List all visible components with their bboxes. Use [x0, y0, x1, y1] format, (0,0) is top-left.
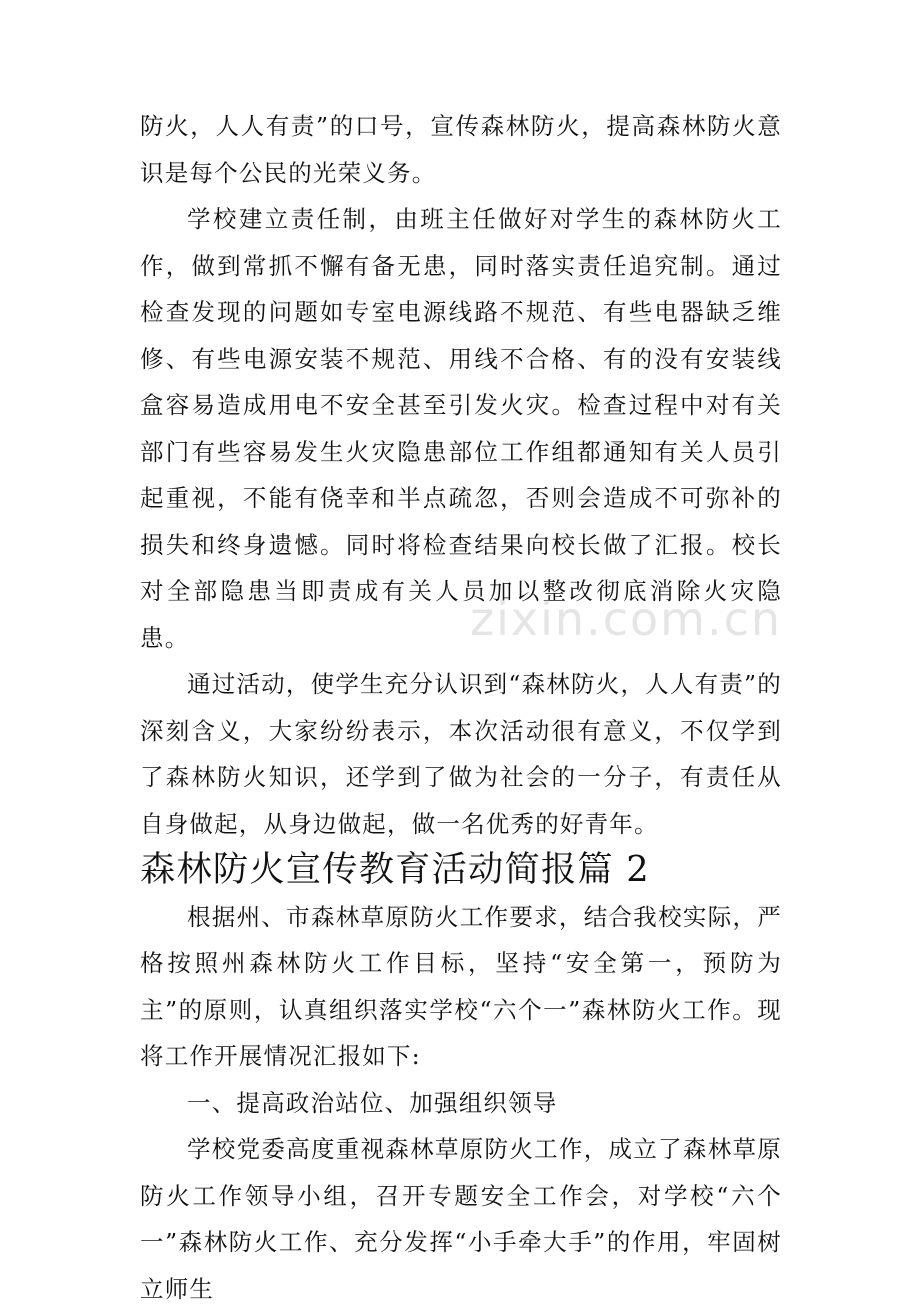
section-heading: 森林防火宣传教育活动简报篇 2: [140, 849, 650, 890]
paragraph-4: 根据州、市森林草原防火工作要求，结合我校实际，严格按照州森林防火工作目标，坚持“安全第一，预防为主”的原则，认真组织落实学校“六个一”森林防火工作。现将工作开展情况汇报如下:: [140, 902, 782, 1070]
paragraph-3: 通过活动，使学生充分认识到“森林防火，人人有责”的深刻含义，大家纷纷表示，本次活动很有意义，不仅学到了森林防火知识，还学到了做为社会的一分子，有责任从自身做起，从身边做起，做一名优秀的好青年。: [140, 670, 782, 838]
section-subheading: 一、提高政治站位、加强组织领导: [187, 1088, 558, 1117]
watermark: zixin.com.cn: [470, 592, 783, 646]
paragraph-2: 学校建立责任制，由班主任做好对学生的森林防火工作，做到常抓不懈有备无患，同时落实责任追究制。通过检查发现的问题如专室电源线路不规范、有些电器缺乏维修、有些电源安装不规范、用线不合格、有的没有安装线盒容易造成用电不安全甚至引发火灾。检查过程中对有关部门有些容易发生火灾隐患部位工作组都通知有关人员引起重视，不能有侥幸和半点疏忽，否则会造成不可弥补的损失和终身遗憾。同时将检查结果向校长做了汇报。校长对全部隐患当即责成有关人员加以整改彻底消除火灾隐患。: [140, 205, 782, 652]
document-page: [140, 103, 782, 1312]
paragraph-1: 防火，人人有责”的口号，宣传森林防火，提高森林防火意识是每个公民的光荣义务。: [140, 112, 782, 187]
paragraph-5: 学校党委高度重视森林草原防火工作，成立了森林草原防火工作领导小组，召开专题安全工作会，对学校“六个一”森林防火工作、充分发挥“小手牵大手”的作用，牢固树立师生: [140, 1135, 782, 1303]
